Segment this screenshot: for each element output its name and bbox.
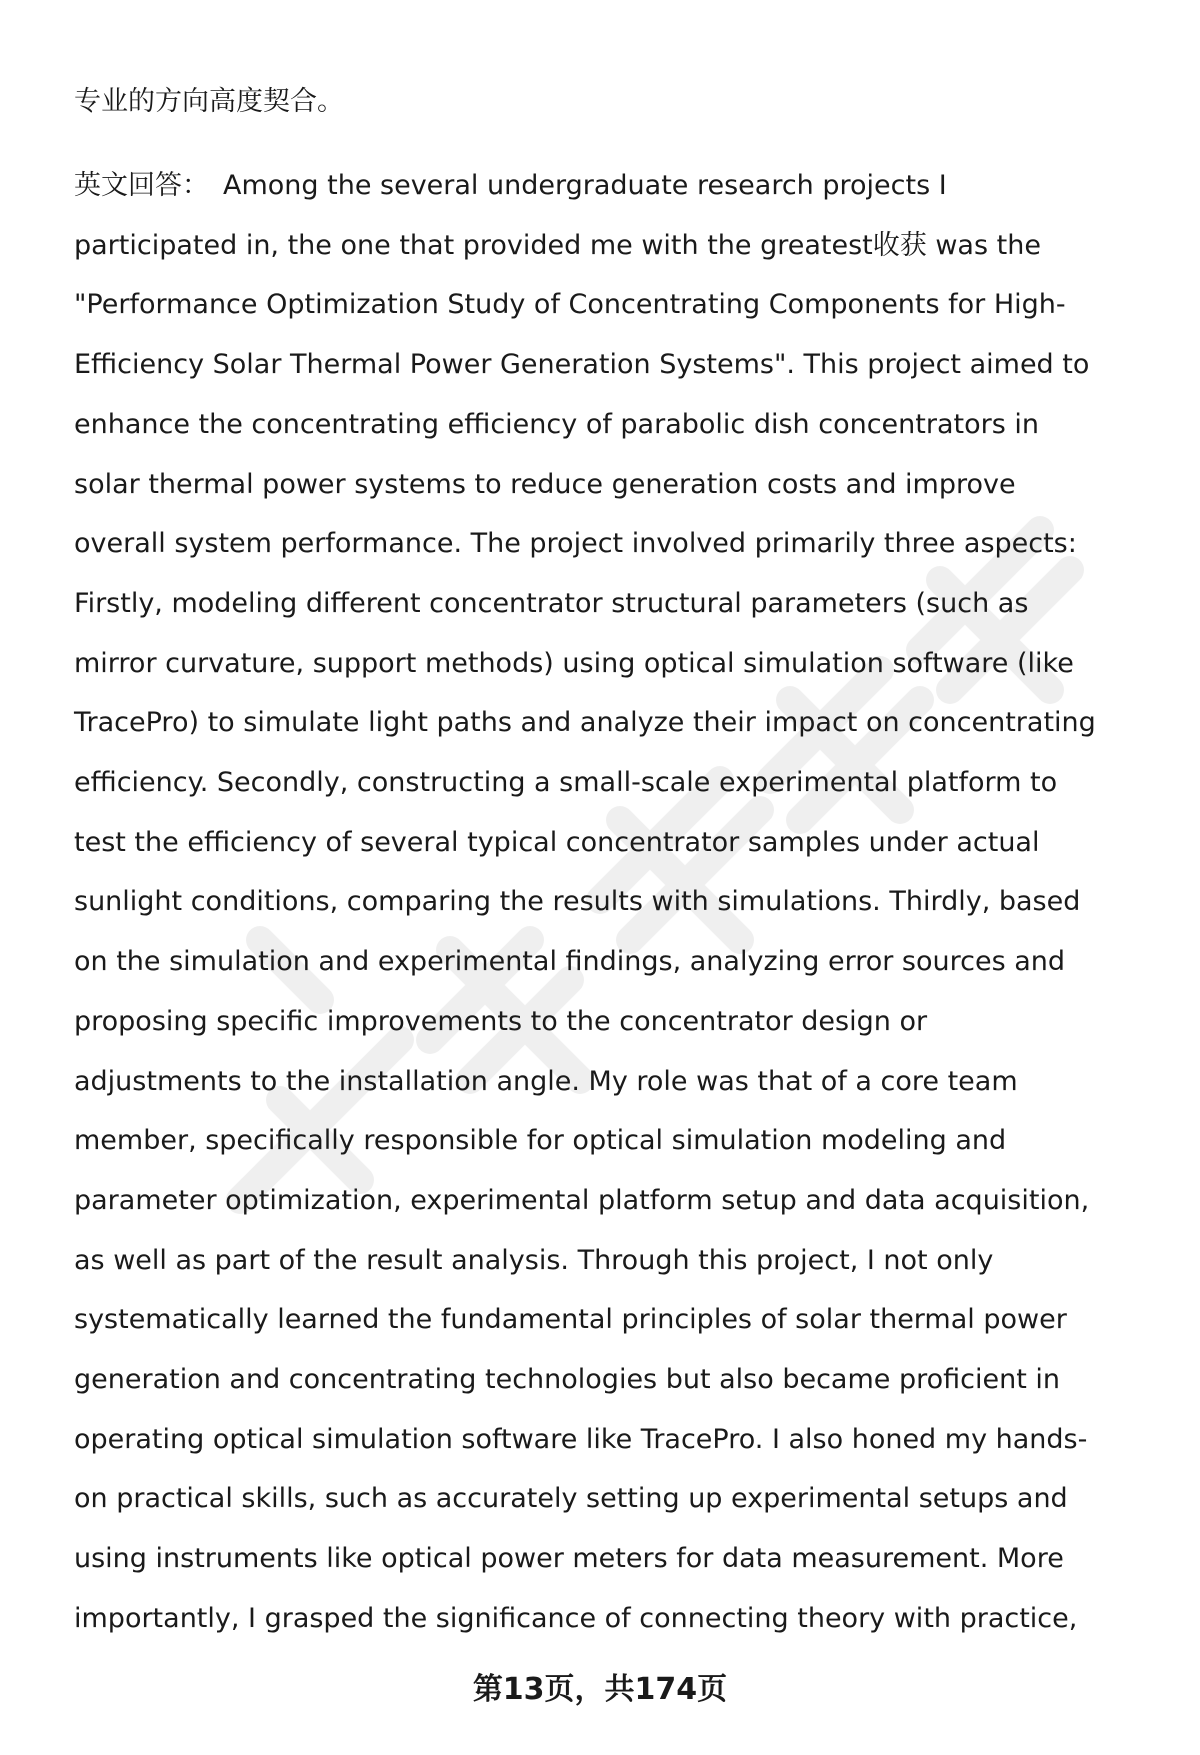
text-line: adjustments to the installation angle. My role was that of a core team xyxy=(74,1065,1018,1097)
text-line: TracePro) to simulate light paths and analyze their impact on concentrating xyxy=(74,707,1096,739)
text-line: mirror curvature, support methods) using optical simulation software (like xyxy=(74,647,1074,679)
text-line: solar thermal power systems to reduce generation costs and improve xyxy=(74,468,1016,500)
text-line: systematically learned the fundamental principles of solar thermal power xyxy=(74,1304,1067,1336)
text-line xyxy=(74,156,1154,216)
text-line: sunlight conditions, comparing the results with simulations. Thirdly, based xyxy=(74,886,1081,918)
text-line: "Performance Optimization Study of Concentrating Components for High- xyxy=(74,289,1066,321)
text-line: efficiency. Secondly, constructing a small-scale experimental platform to xyxy=(74,767,1058,799)
text-line: using instruments like optical power meters for data measurement. More xyxy=(74,1543,1064,1575)
text-line: generation and concentrating technologies but also became proficient in xyxy=(74,1364,1061,1396)
text-line: Firstly, modeling different concentrator structural parameters (such as xyxy=(74,587,1029,619)
answer-paragraph xyxy=(74,156,1154,1649)
text-line: proposing specific improvements to the concentrator design or xyxy=(74,1005,928,1037)
text-line: on practical skills, such as accurately setting up experimental setups and xyxy=(74,1483,1068,1515)
text-line: participated in, the one that provided me with the greatest收获 was the xyxy=(74,229,1041,261)
text-line: enhance the concentrating efficiency of parabolic dish concentrators in xyxy=(74,408,1039,440)
text-line: importantly, I grasped the significance of connecting theory with practice, xyxy=(74,1602,1078,1634)
text-line: test the efficiency of several typical concentrator samples under actual xyxy=(74,826,1040,858)
lead-line: 专业的方向高度契合。 xyxy=(74,86,344,117)
answer-label: 英文回答： xyxy=(74,170,209,201)
text-line: on the simulation and experimental findings, analyzing error sources and xyxy=(74,946,1066,978)
text-line-content: Among the several undergraduate research projects I xyxy=(223,170,947,201)
text-line: Efficiency Solar Thermal Power Generation Systems". This project aimed to xyxy=(74,349,1090,381)
page-number-footer: 第13页，共174页 xyxy=(472,1672,728,1707)
text-line: member, specifically responsible for optical simulation modeling and xyxy=(74,1125,1007,1157)
text-line: overall system performance. The project involved primarily three aspects: xyxy=(74,528,1077,560)
text-line: parameter optimization, experimental platform setup and data acquisition, xyxy=(74,1184,1090,1216)
text-line: as well as part of the result analysis. Through this project, I not only xyxy=(74,1244,994,1276)
text-line: operating optical simulation software like TracePro. I also honed my hands- xyxy=(74,1423,1088,1455)
